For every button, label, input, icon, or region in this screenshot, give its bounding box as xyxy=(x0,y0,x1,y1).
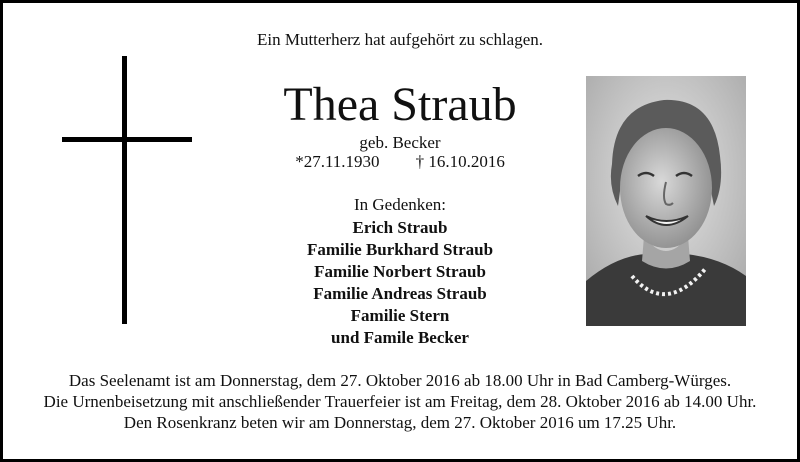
maiden-name: geb. Becker xyxy=(359,133,441,152)
mourner-line: Familie Andreas Straub xyxy=(313,284,487,303)
service-line-requiem: Das Seelenamt ist am Donnerstag, dem 27. Oktober 2016 ab 18.00 Uhr in Bad Camberg-Würges. xyxy=(68,371,732,390)
cross-horizontal-bar xyxy=(62,137,192,142)
death-date: † 16.10.2016 xyxy=(415,152,505,171)
memory-label: In Gedenken: xyxy=(353,195,447,214)
birth-date: *27.11.1930 xyxy=(295,152,380,171)
mourner-line: Familie Burkhard Straub xyxy=(306,240,494,259)
portrait-illustration xyxy=(586,76,746,326)
intro-text: Ein Mutterherz hat aufgehört zu schlagen. xyxy=(256,30,544,49)
portrait-photo xyxy=(586,76,746,326)
mourners-list xyxy=(200,217,600,349)
mourner-line: und Famile Becker xyxy=(331,328,469,347)
service-line-rosary: Den Rosenkranz beten wir am Donnerstag, dem 27. Oktober 2016 um 17.25 Uhr. xyxy=(123,413,677,432)
mourner-line: Erich Straub xyxy=(352,218,448,237)
mourner-line: Familie Norbert Straub xyxy=(314,262,486,281)
cross-vertical-bar xyxy=(122,56,127,324)
life-dates xyxy=(200,152,600,172)
deceased-name: Thea Straub xyxy=(283,78,517,131)
service-line-burial: Die Urnenbeisetzung mit anschließender Trauerfeier ist am Freitag, dem 28. Oktober 2016 ab 14.00 Uhr. xyxy=(43,392,757,411)
mourner-line: Familie Stern xyxy=(350,306,450,325)
service-details xyxy=(0,370,800,433)
